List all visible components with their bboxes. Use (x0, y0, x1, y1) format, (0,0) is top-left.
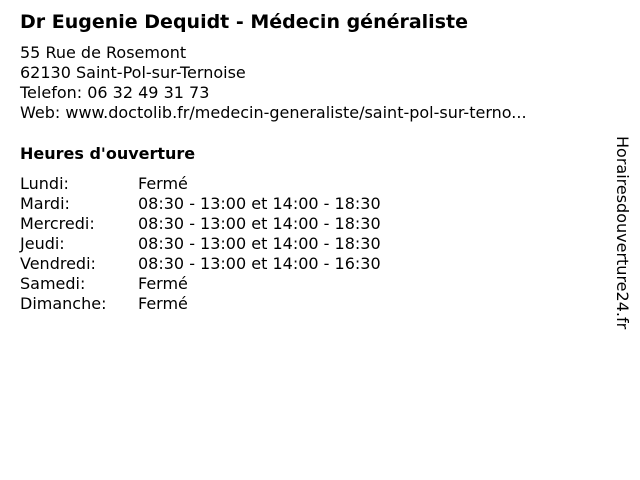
day-hours: Fermé (138, 274, 188, 293)
day-hours: 08:30 - 13:00 et 14:00 - 16:30 (138, 254, 381, 273)
website-link[interactable]: www.doctolib.fr/medecin-generaliste/saint-pol-sur-terno... (65, 103, 527, 122)
day-hours: 08:30 - 13:00 et 14:00 - 18:30 (138, 194, 381, 213)
watermark-text: Horairesdouverture24.fr (613, 136, 632, 330)
watermark (612, 136, 632, 346)
web-label: Web: (20, 103, 66, 122)
day-label: Jeudi: (20, 234, 65, 253)
phone-line (20, 83, 527, 103)
web-line (20, 103, 527, 123)
day-hours: 08:30 - 13:00 et 14:00 - 18:30 (138, 214, 381, 233)
hours-title: Heures d'ouverture (20, 144, 196, 163)
page-title: Dr Eugenie Dequidt - Médecin généraliste (20, 11, 468, 33)
day-hours: Fermé (138, 174, 188, 193)
day-label: Samedi: (20, 274, 86, 293)
day-hours: 08:30 - 13:00 et 14:00 - 18:30 (138, 234, 381, 253)
phone-label: Telefon: (20, 83, 88, 102)
day-label: Mercredi: (20, 214, 95, 233)
address-city: 62130 Saint-Pol-sur-Ternoise (20, 63, 246, 82)
phone-number: 06 32 49 31 73 (87, 83, 210, 102)
contact-block (20, 43, 527, 123)
day-label: Dimanche: (20, 294, 107, 313)
address-street: 55 Rue de Rosemont (20, 43, 187, 62)
day-hours: Fermé (138, 294, 188, 313)
day-label: Vendredi: (20, 254, 96, 273)
day-label: Mardi: (20, 194, 70, 213)
day-label: Lundi: (20, 174, 69, 193)
